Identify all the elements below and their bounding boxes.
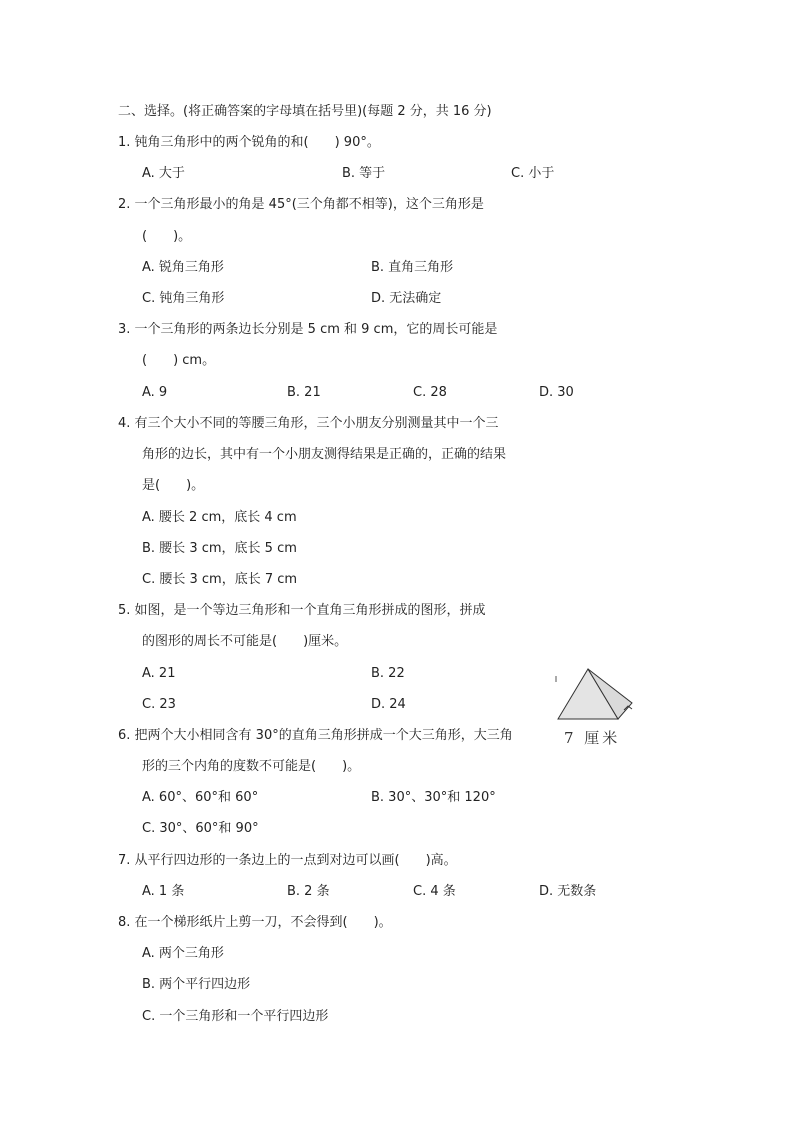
q2-option-a[interactable]: A. 锐角三角形 bbox=[142, 260, 224, 275]
q8-option-a[interactable]: A. 两个三角形 bbox=[142, 946, 224, 961]
q5-option-b[interactable]: B. 22 bbox=[371, 666, 405, 681]
q3-option-d[interactable]: D. 30 bbox=[539, 385, 574, 400]
question-2-line-2: ( )。 bbox=[142, 229, 192, 244]
question-5-line-2: 的图形的周长不可能是( )厘米。 bbox=[142, 634, 348, 649]
q5-option-a[interactable]: A. 21 bbox=[142, 666, 176, 681]
question-2-line-1: 2. 一个三角形最小的角是 45°(三个角都不相等)，这个三角形是 bbox=[118, 197, 484, 212]
q3-option-b[interactable]: B. 21 bbox=[287, 385, 321, 400]
q6-option-c[interactable]: C. 30°、60°和 90° bbox=[142, 821, 259, 836]
q4-option-a[interactable]: A. 腰长 2 cm，底长 4 cm bbox=[142, 510, 297, 525]
question-6-line-2: 形的三个内角的度数不可能是( )。 bbox=[142, 759, 361, 774]
q3-option-c[interactable]: C. 28 bbox=[413, 385, 447, 400]
q1-option-c[interactable]: C. 小于 bbox=[511, 166, 555, 181]
q8-option-b[interactable]: B. 两个平行四边形 bbox=[142, 977, 251, 992]
q5-option-c[interactable]: C. 23 bbox=[142, 697, 176, 712]
q5-option-d[interactable]: D. 24 bbox=[371, 697, 406, 712]
q7-option-b[interactable]: B. 2 条 bbox=[287, 884, 330, 899]
q7-option-c[interactable]: C. 4 条 bbox=[413, 884, 456, 899]
q6-option-a[interactable]: A. 60°、60°和 60° bbox=[142, 790, 259, 805]
question-4-line-2: 角形的边长，其中有一个小朋友测得结果是正确的，正确的结果 bbox=[142, 447, 507, 462]
question-1-line-1: 1. 钝角三角形中的两个锐角的和( ) 90°。 bbox=[118, 135, 380, 150]
question-4-line-1: 4. 有三个大小不同的等腰三角形，三个小朋友分别测量其中一个三 bbox=[118, 416, 499, 431]
q7-option-a[interactable]: A. 1 条 bbox=[142, 884, 185, 899]
question-7-line-1: 7. 从平行四边形的一条边上的一点到对边可以画( )高。 bbox=[118, 853, 457, 868]
q7-option-d[interactable]: D. 无数条 bbox=[539, 884, 597, 899]
section-title: 二、选择。(将正确答案的字母填在括号里)(每题 2 分，共 16 分) bbox=[118, 104, 492, 119]
figure-label: 7 厘米 bbox=[564, 729, 621, 747]
question-3-line-2: ( ) cm。 bbox=[142, 353, 216, 368]
question-3-line-1: 3. 一个三角形的两条边长分别是 5 cm 和 9 cm，它的周长可能是 bbox=[118, 322, 498, 337]
triangle-figure bbox=[552, 664, 636, 724]
question-4-line-3: 是( )。 bbox=[142, 478, 205, 493]
q4-option-c[interactable]: C. 腰长 3 cm，底长 7 cm bbox=[142, 572, 298, 587]
q2-option-c[interactable]: C. 钝角三角形 bbox=[142, 291, 225, 306]
q3-option-a[interactable]: A. 9 bbox=[142, 385, 168, 400]
question-6-line-1: 6. 把两个大小相同含有 30°的直角三角形拼成一个大三角形，大三角 bbox=[118, 728, 513, 743]
q4-option-b[interactable]: B. 腰长 3 cm，底长 5 cm bbox=[142, 541, 297, 556]
question-8-line-1: 8. 在一个梯形纸片上剪一刀，不会得到( )。 bbox=[118, 915, 392, 930]
q1-option-b[interactable]: B. 等于 bbox=[342, 166, 386, 181]
q2-option-d[interactable]: D. 无法确定 bbox=[371, 291, 442, 306]
q1-option-a[interactable]: A. 大于 bbox=[142, 166, 185, 181]
q8-option-c[interactable]: C. 一个三角形和一个平行四边形 bbox=[142, 1009, 329, 1024]
q6-option-b[interactable]: B. 30°、30°和 120° bbox=[371, 790, 496, 805]
q2-option-b[interactable]: B. 直角三角形 bbox=[371, 260, 454, 275]
question-5-line-1: 5. 如图，是一个等边三角形和一个直角三角形拼成的图形，拼成 bbox=[118, 603, 486, 618]
